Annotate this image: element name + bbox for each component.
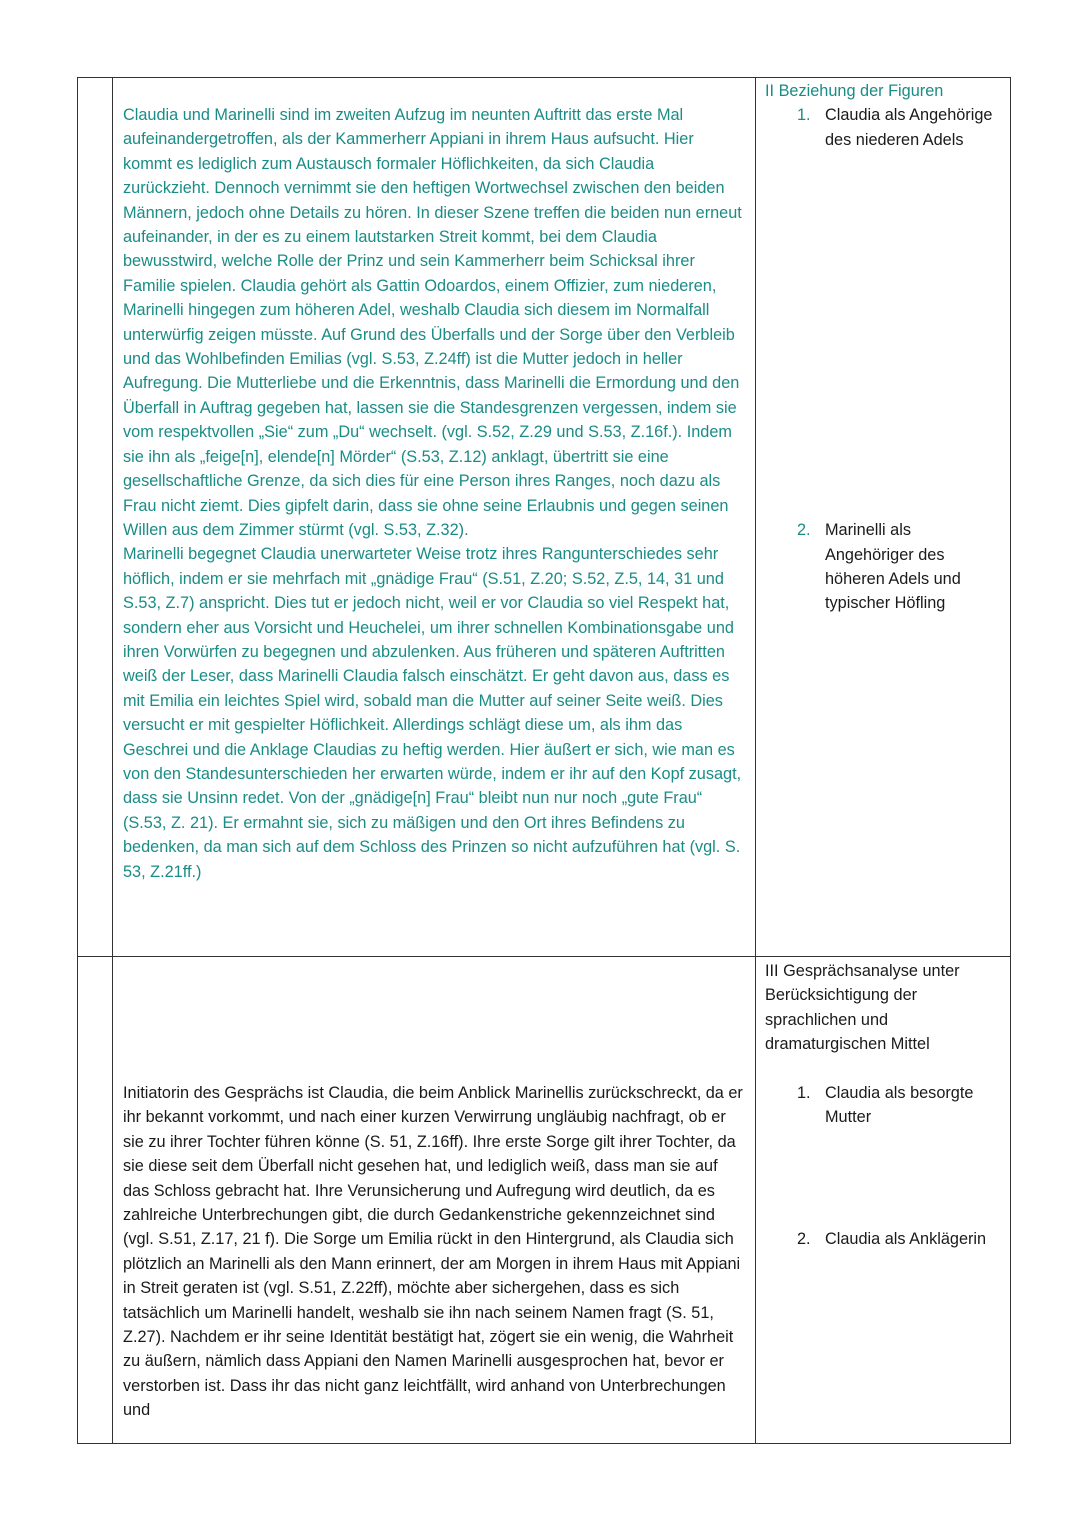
item-label: Claudia als Angehörige des niederen Adels <box>825 106 993 149</box>
section1-paragraph1: Claudia und Marinelli sind im zweiten Aufzug im neunten Auftritt das erste Mal aufeinandergetroffen, als der Kammerherr Appiani in ihrem Haus aufsucht. Hier kommt es lediglich zum Austausch formaler Höflichkeiten, da sich Claudia zurückzieht. Dennoch vernimmt sie den heftigen Wortwechsel zwischen den beiden Männern, jedoch ohne Details zu hören. In dieser Szene treffen die beiden nun erneut aufeinander, in der es zu einem lautstarken Streit kommt, bei dem Claudia bewusstwird, welche Rolle der Prinz und sein Kammerherr beim Schicksal ihrer Familie spielen. Claudia gehört als Gattin Odoardos, einem Offizier, zum niederen, Marinelli hingegen zum höheren Adel, weshalb Claudia sich diesem im Normalfall unterwürfig zeigen müsste. Auf Grund des Überfalls und der Sorge über den Verbleib und das Wohlbefinden Emilias (vgl. S.53, Z.24ff) ist die Mutter jedoch in heller Aufregung. Die Mutterliebe und die Erkenntnis, dass Marinelli die Ermordung und den Überfall in Auftrag gegeben hat, lassen sie die Standesgrenzen vergessen, indem sie vom respektvollen „Sie“ zum „Du“ wechselt. (vgl. S.52, Z.29 und S.53, Z.16f.). Indem sie ihn als „feige[n], elende[n] Mörder“ (S.53, Z.12) anklagt, übertritt sie eine gesellschaftliche Grenze, da sich dies für eine Person ihres Ranges, noch dazu als Frau nicht ziemt. Dies gipfelt darin, dass sie ohne seine Erlaubnis und gegen seinen Willen aus dem Zimmer stürmt (vgl. S.53, Z.32). <box>123 106 742 539</box>
list-item <box>765 1227 1002 1251</box>
margin-notes-cell <box>756 957 1011 1444</box>
item-number: 2. <box>797 1230 811 1249</box>
analysis-table <box>77 77 1011 1444</box>
section2-heading: III Gesprächsanalyse unter Berücksichtigung der sprachlichen und dramaturgischen Mittel <box>765 962 960 1054</box>
item-label: Claudia als besorgte Mutter <box>825 1083 974 1127</box>
left-margin-cell <box>78 957 113 1444</box>
list-item <box>765 103 1002 152</box>
list-item <box>765 518 1002 616</box>
section1-paragraph2: Marinelli begegnet Claudia unerwarteter Weise trotz ihres Rangunterschiedes sehr höflich, indem er sie mehrfach mit „gnädige Frau“ (S.51, Z.20; S.52, Z.5, 14, 31 und S.53, Z.7) anspricht. Dies tut er jedoch nicht, weil er vor Claudia so viel Respekt hat, sondern eher aus Vorsicht und Heuchelei, um ihrer schnellen Kombinationsgabe und ihren Vorwürfen zu begegnen und abzulenken. Aus früheren und späteren Auftritten weiß der Leser, dass Marinelli Claudia falsch einschätzt. Er geht davon aus, dass es mit Emilia ein leichtes Spiel wird, sobald man die Mutter auf seiner Seite weiß. Dies versucht er mit gespielter Höflichkeit. Allerdings schlägt diese um, als ihm das Geschrei und die Anklage Claudias zu heftig werden. Hier äußert er sich, wie man es von den Standesunterschieden her erwarten würde, indem er ihr auf den Kopf zusagt, dass sie Unsinn redet. Von der „gnädige[n] Frau“ bleibt nun nur noch „gute Frau“ (S.53, Z. 21). Er ermahnt sie, sich zu mäßigen und den Ort ihres Befindens zu bedenken, da man sich auf dem Schloss des Prinzen so nicht aufzuführen hat (vgl. S. 53, Z.21ff.) <box>123 545 742 881</box>
list-item <box>765 1081 1002 1130</box>
item-number: 1. <box>797 106 811 125</box>
left-margin-cell <box>78 78 113 957</box>
margin-notes-cell <box>756 78 1011 957</box>
item-number: 1. <box>797 1083 811 1102</box>
item-label: Marinelli als Angehöriger des höheren Adels und typischer Höfling <box>825 521 961 613</box>
item-label: Claudia als Anklägerin <box>825 1230 987 1249</box>
main-text-cell <box>113 957 756 1444</box>
table-row <box>78 78 1011 957</box>
section1-heading: II Beziehung der Figuren <box>765 82 944 100</box>
main-text-cell <box>113 78 756 957</box>
section2-paragraph1: Initiatorin des Gesprächs ist Claudia, die beim Anblick Marinellis zurückschreckt, da er ihr bekannt vorkommt, und nach einer kurzen Verwirrung ungläubig nachfragt, ob er sie zu ihrer Tochter führen könne (S. 51, Z.16ff). Ihre erste Sorge gilt ihrer Tochter, da sie diese seit dem Überfall nicht gesehen hat, und lediglich weiß, dass man sie auf das Schloss gebracht hat. Ihre Verunsicherung und Aufregung wird deutlich, da es zahlreiche Unterbrechungen gibt, die durch Gedankenstriche gekennzeichnet sind (vgl. S.51, Z.17, 21 f). Die Sorge um Emilia rückt in den Hintergrund, als Claudia sich plötzlich an Marinelli als den Mann erinnert, der am Morgen in ihrem Haus mit Appiani in Streit geraten ist (vgl. S.51, Z.22ff), möchte aber sichergehen, dass es sich tatsächlich um Marinelli handelt, weshalb sie ihn nach seinem Namen fragt (S. 51, Z.27). Nachdem er ihr seine Identität bestätigt hat, zögert sie ein wenig, die Wahrheit zu äußern, nämlich dass Appiani den Namen Marinelli ausgesprochen hat, bevor er verstorben ist. Dass ihr das nicht ganz leichtfällt, wird anhand von Unterbrechungen und <box>123 1084 743 1420</box>
item-number: 2. <box>797 521 811 540</box>
table-row <box>78 957 1011 1444</box>
